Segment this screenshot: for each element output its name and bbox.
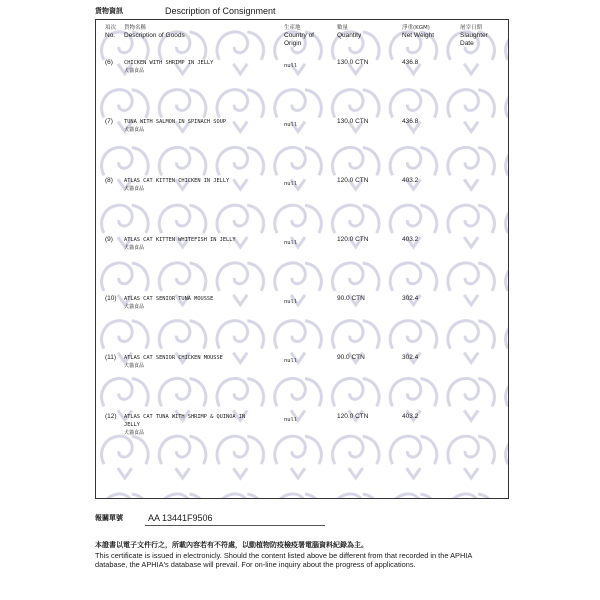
item-origin: null	[284, 122, 298, 128]
item-number: (7)	[105, 118, 113, 125]
item-description: TUNA WITH SALMON IN SPINACH SOUP 犬貓食品	[124, 119, 227, 133]
column-header-description: 貨物名稱 Description of Goods	[124, 25, 185, 39]
item-number: (10)	[105, 295, 117, 302]
certificate-notice	[95, 541, 505, 570]
item-description: ATLAS CAT KITTEN CHICKEN IN JELLY 犬貓食品	[124, 178, 230, 192]
column-header-no: 項次 No.	[105, 25, 117, 39]
item-quantity: 90.0 CTN	[337, 295, 365, 302]
item-description: ATLAS CAT TUNA WITH SHRIMP & QUINOA IN JELLY 犬貓食品	[124, 414, 246, 436]
item-description: ATLAS CAT SENIOR CHICKEN MOUSSE 犬貓食品	[124, 355, 223, 369]
item-net-weight: 403.2	[402, 236, 419, 243]
table-row	[96, 413, 508, 471]
column-header-slaughter-date: 屠宰日期 Slaughter Date	[460, 25, 488, 47]
customs-declaration-number	[95, 513, 213, 523]
column-header-net-weight: 淨重(KGM) Net Weight	[402, 25, 435, 39]
item-origin: null	[284, 63, 298, 69]
item-net-weight: 436.8	[402, 118, 419, 125]
item-number: (12)	[105, 413, 117, 420]
item-description: ATLAS CAT KITTEN WHITEFISH IN JELLY 犬貓食品	[124, 237, 236, 251]
table-row	[96, 295, 508, 353]
column-header-origin: 生產地 Country of Origin	[284, 25, 314, 47]
item-quantity: 120.0 CTN	[337, 177, 369, 184]
table-row	[96, 236, 508, 294]
item-number: (6)	[105, 59, 113, 66]
item-number: (9)	[105, 236, 113, 243]
item-net-weight: 302.4	[402, 354, 419, 361]
section-header-en: Description of Consignment	[165, 6, 276, 16]
item-origin: null	[284, 299, 298, 305]
item-origin: null	[284, 181, 298, 187]
item-quantity: 120.0 CTN	[337, 236, 369, 243]
item-net-weight: 436.8	[402, 59, 419, 66]
item-quantity: 130.0 CTN	[337, 118, 369, 125]
table-row	[96, 118, 508, 176]
item-number: (8)	[105, 177, 113, 184]
item-description: CHICKEN WITH SHRIMP IN JELLY 犬貓食品	[124, 60, 214, 74]
item-description: ATLAS CAT SENIOR TUNA MOUSSE 犬貓食品	[124, 296, 214, 310]
column-header-quantity: 數量 Quantity	[337, 25, 362, 39]
notice-zh: 本證書以電子文件行之，所載內容若有不符處，以動植物防疫檢疫署電腦資料紀錄為主。	[95, 541, 368, 549]
notice-en: This certificate is issued in electronicly. Should the content listed above be different from that recorded in the APHIA database, the APHIA's database will prevail. For on-line inquiry about the progress of applications.	[95, 550, 472, 569]
section-header	[95, 6, 276, 16]
customs-declaration-value: AA 13441F9506	[148, 513, 213, 523]
item-quantity: 130.0 CTN	[337, 59, 369, 66]
item-net-weight: 403.2	[402, 177, 419, 184]
underline-divider	[145, 525, 325, 526]
section-header-zh: 貨物資訊	[95, 7, 123, 15]
item-quantity: 120.0 CTN	[337, 413, 369, 420]
item-net-weight: 403.2	[402, 413, 419, 420]
item-origin: null	[284, 358, 298, 364]
item-origin: null	[284, 240, 298, 246]
table-row	[96, 177, 508, 235]
table-row	[96, 354, 508, 412]
item-net-weight: 302.4	[402, 295, 419, 302]
item-origin: null	[284, 417, 298, 423]
item-number: (11)	[105, 354, 117, 361]
consignment-table	[95, 19, 509, 499]
item-quantity: 90.0 CTN	[337, 354, 365, 361]
table-row	[96, 59, 508, 117]
customs-declaration-label: 報關單號	[95, 514, 123, 522]
